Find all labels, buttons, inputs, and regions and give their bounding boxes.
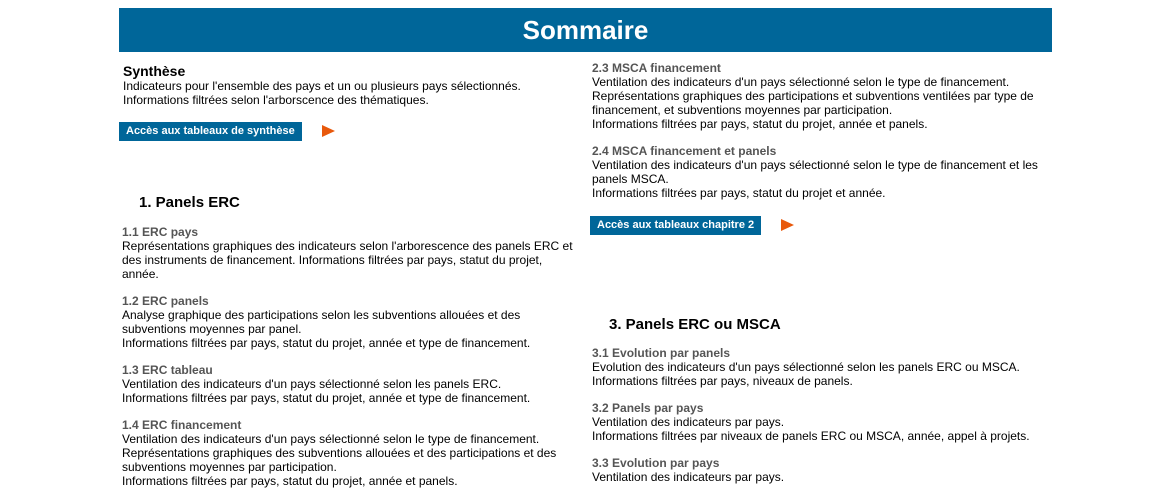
- synthese-line: Informations filtrées selon l'arborscence des thématiques.: [123, 93, 429, 107]
- item-line: Ventilation des indicateurs d'un pays sélectionné selon les panels ERC.: [122, 377, 502, 391]
- item-line: Informations filtrées par pays, statut du projet, année et type de financement.: [122, 336, 531, 350]
- synthese-arrow-icon[interactable]: [322, 125, 335, 137]
- item-line: Informations filtrées par pays, statut du projet et année.: [592, 186, 886, 200]
- item-line: Informations filtrées par pays, statut du projet, année et type de financement.: [122, 391, 531, 405]
- erc-pays-item: [122, 225, 592, 281]
- item-title[interactable]: 1.4 ERC financement: [122, 418, 242, 432]
- item-line: Ventilation des indicateurs d'un pays sélectionné selon le type de financement.: [592, 75, 1010, 89]
- item-title[interactable]: 1.1 ERC pays: [122, 225, 199, 239]
- chapter1-title: 1. Panels ERC: [139, 194, 240, 211]
- chapter2-arrow-icon[interactable]: [781, 219, 794, 231]
- item-title[interactable]: 1.3 ERC tableau: [122, 363, 213, 377]
- item-title[interactable]: 3.1 Evolution par panels: [592, 346, 731, 360]
- page-title-banner: [119, 8, 1052, 52]
- item-line: Informations filtrées par pays, statut du projet, année et panels.: [122, 474, 458, 488]
- item-line: Analyse graphique des participations selon les subventions allouées et des: [122, 308, 521, 322]
- synthese-title: Synthèse: [123, 63, 186, 79]
- synthese-button[interactable]: Accès aux tableaux de synthèse: [119, 122, 302, 141]
- item-line: Informations filtrées par pays, statut du projet, année et panels.: [592, 117, 928, 131]
- item-line: subventions moyennes par participation.: [122, 460, 337, 474]
- msca-financement-panels-item: [592, 144, 1052, 200]
- erc-tableau-item: [122, 363, 592, 405]
- item-line: Représentations graphiques des indicateurs selon l'arborescence des panels ERC et: [122, 239, 573, 253]
- chapter3-title: 3. Panels ERC ou MSCA: [609, 316, 781, 333]
- item-line: des instruments de financement. Informations filtrées par pays, statut du projet,: [122, 253, 543, 267]
- item-title[interactable]: 3.3 Evolution par pays: [592, 456, 720, 470]
- item-title[interactable]: 2.3 MSCA financement: [592, 61, 721, 75]
- evolution-panels-item: [592, 346, 1052, 388]
- item-line: financement, et subventions moyennes par participation.: [592, 103, 893, 117]
- chapter2-button[interactable]: Accès aux tableaux chapitre 2: [590, 216, 761, 235]
- item-line: panels MSCA.: [592, 172, 669, 186]
- item-title[interactable]: 1.2 ERC panels: [122, 294, 209, 308]
- erc-financement-item: [122, 418, 592, 488]
- erc-panels-item: [122, 294, 592, 350]
- item-line: année.: [122, 267, 159, 281]
- panels-par-pays-item: [592, 401, 1052, 443]
- item-line: Informations filtrées par niveaux de panels ERC ou MSCA, année, appel à projets.: [592, 429, 1030, 443]
- item-title[interactable]: 3.2 Panels par pays: [592, 401, 704, 415]
- synthese-line: Indicateurs pour l'ensemble des pays et un ou plusieurs pays sélectionnés.: [123, 79, 521, 93]
- item-line: Ventilation des indicateurs d'un pays sélectionné selon le type de financement et les: [592, 158, 1038, 172]
- item-line: Représentations graphiques des participations et subventions ventilées par type de: [592, 89, 1034, 103]
- item-line: Informations filtrées par pays, niveaux de panels.: [592, 374, 853, 388]
- item-line: Ventilation des indicateurs par pays.: [592, 415, 785, 429]
- item-line: Représentations graphiques des subventions allouées et des participations et des: [122, 446, 557, 460]
- msca-financement-item: [592, 61, 1052, 131]
- item-line: Evolution des indicateurs d'un pays sélectionné selon les panels ERC ou MSCA.: [592, 360, 1020, 374]
- synthese-section: [123, 63, 583, 107]
- item-line: Ventilation des indicateurs par pays.: [592, 470, 785, 484]
- item-line: Ventilation des indicateurs d'un pays sélectionné selon le type de financement.: [122, 432, 540, 446]
- item-title[interactable]: 2.4 MSCA financement et panels: [592, 144, 777, 158]
- page-title: Sommaire: [522, 14, 649, 45]
- item-line: subventions moyennes par panel.: [122, 322, 302, 336]
